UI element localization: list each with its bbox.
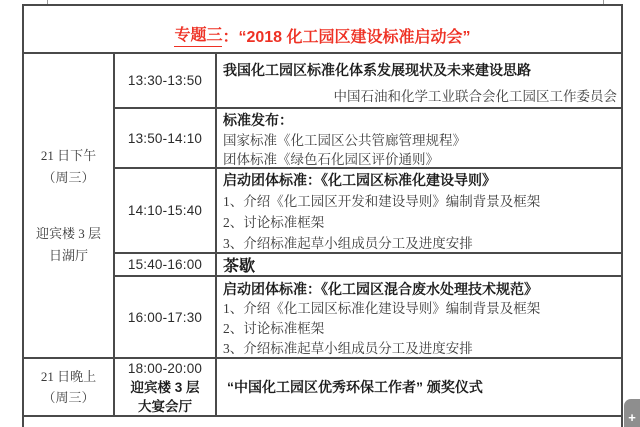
session-2-time: 13:50-14:10: [127, 130, 203, 146]
session-5-time: 16:00-17:30: [127, 309, 203, 325]
agenda-title-main: “2018 化工园区建设标准启动会”: [238, 29, 471, 46]
session-3-heading: 启动团体标准：《化工园区标准化建设导则》: [223, 172, 496, 188]
session-2-item-1: 国家标准《化工园区公共管廊管理规程》: [223, 132, 466, 148]
session-5-content: [217, 277, 621, 357]
plus-icon: +: [628, 410, 636, 425]
session-3-time: 14:10-15:40: [127, 203, 203, 218]
session-1-content: [217, 54, 621, 107]
session-5-heading: 启动团体标准：《化工园区混合废水处理技术规范》: [223, 281, 538, 297]
venue-date: 21 日下午: [40, 147, 97, 163]
scrollbar-thumb[interactable]: [624, 399, 640, 427]
evening-building: 迎宾楼 3 层: [130, 379, 200, 395]
table-border-right: [621, 4, 623, 427]
session-4-content: 茶歇: [223, 258, 256, 275]
session-5-item-1: 1、介绍《化工园区标准化建设导则》编制背景及框架: [223, 301, 541, 316]
evening-time-venue-cell: [115, 359, 215, 415]
session-5-item-3: 3、介绍标准起草小组成员分工及进度安排: [223, 341, 473, 356]
session-1-time: 13:30-13:50: [127, 73, 203, 88]
session-2-heading: 标准发布：: [223, 112, 293, 128]
venue-afternoon-cell: [24, 54, 113, 357]
venue-evening-cell: [24, 359, 113, 415]
venue-weekday: （周三）: [42, 169, 95, 185]
session-5-item-2: 2、讨论标准框架: [223, 321, 325, 336]
session-1-speaker-note: 中国石油和化学工业联合会化工园区工作委员会: [333, 89, 617, 104]
session-4-time: 15:40-16:00: [127, 257, 203, 272]
session-2-item-2: 团体标准《绿色石化园区评价通则》: [223, 152, 439, 167]
agenda-title-colon: ：: [222, 29, 239, 46]
evening-time: 18:00-20:00: [127, 360, 203, 376]
session-3-content: [217, 169, 621, 252]
session-2-content: [217, 109, 621, 167]
agenda-title: [24, 5, 621, 51]
venue-hall: 日湖厅: [48, 247, 88, 263]
session-3-item-2: 2、讨论标准框架: [223, 215, 325, 230]
evening-content: “中国化工园区优秀环保工作者” 颁奖仪式: [227, 379, 483, 395]
session-3-item-1: 1、介绍《化工园区开发和建设导则》编制背景及框架: [223, 194, 541, 209]
session-3-item-3: 3、介绍标准起草小组成员分工及进度安排: [223, 236, 473, 251]
venue-building: 迎宾楼 3 层: [35, 225, 101, 241]
session-1-heading: 我国化工园区标准化体系发展现状及未来建设思路: [223, 62, 531, 78]
evening-weekday: （周三）: [42, 390, 95, 405]
agenda-title-prefix: 专题三: [174, 22, 222, 47]
evening-hall: 大宴会厅: [138, 398, 192, 414]
evening-date: 21 日晚上: [40, 369, 97, 384]
